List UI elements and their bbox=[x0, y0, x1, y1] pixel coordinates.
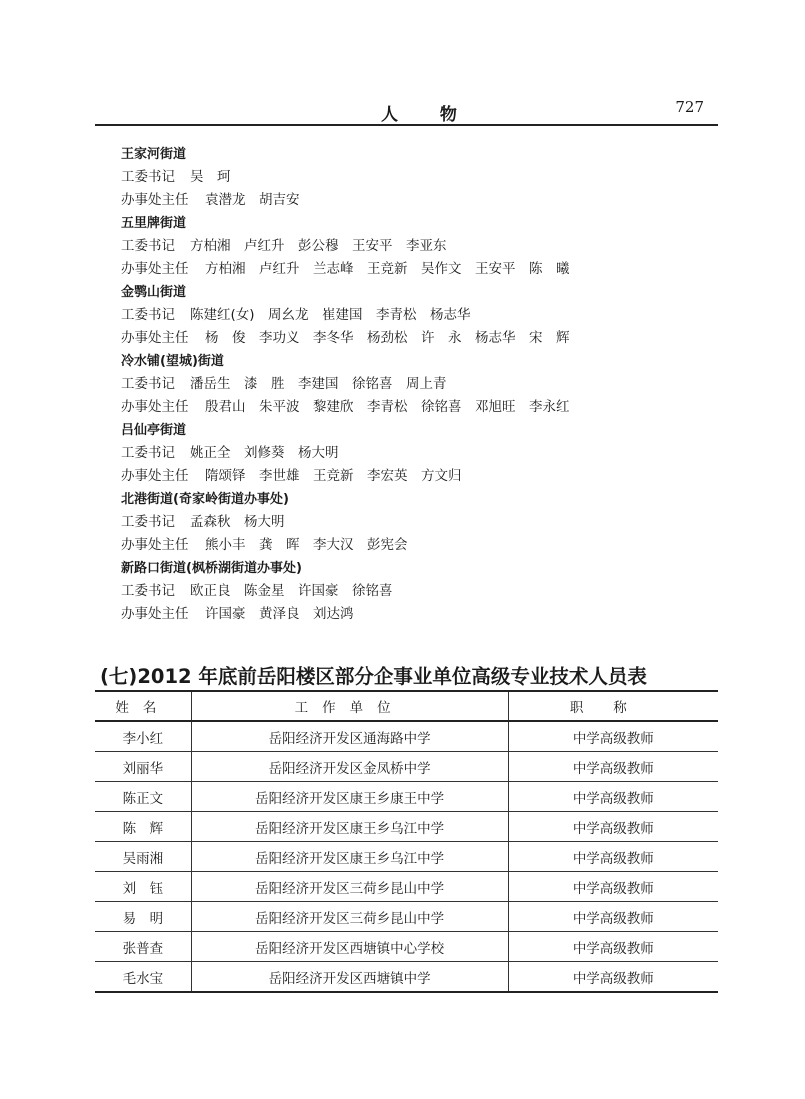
role-row bbox=[121, 258, 701, 281]
role-row bbox=[121, 304, 701, 327]
role-people: 方柏湘 卢红升 兰志峰 王竞新 吴作文 王安平 陈 曦 bbox=[205, 261, 570, 277]
cell-work-unit: 岳阳经济开发区西塘镇中学 bbox=[191, 962, 508, 993]
role-people: 熊小丰 龚 晖 李大汉 彭宪会 bbox=[205, 537, 408, 553]
role-people: 欧正良 陈金星 许国豪 徐铭喜 bbox=[190, 583, 393, 599]
role-row bbox=[121, 189, 701, 212]
column-header-title: 职称 bbox=[508, 691, 718, 721]
role-row bbox=[121, 511, 701, 534]
role-label: 办事处主任 bbox=[121, 468, 189, 484]
role-row bbox=[121, 580, 701, 603]
street-heading: 五里牌街道 bbox=[121, 216, 187, 231]
cell-title: 中学高级教师 bbox=[508, 782, 718, 812]
street-heading: 金鹗山街道 bbox=[121, 285, 187, 300]
cell-title: 中学高级教师 bbox=[508, 872, 718, 902]
street-heading: 新路口街道(枫桥湖街道办事处) bbox=[121, 561, 302, 576]
cell-work-unit: 岳阳经济开发区三荷乡昆山中学 bbox=[191, 902, 508, 932]
table-body bbox=[95, 721, 718, 992]
role-label: 办事处主任 bbox=[121, 537, 189, 553]
street-heading: 吕仙亭街道 bbox=[121, 423, 187, 438]
role-row bbox=[121, 534, 701, 557]
cell-work-unit: 岳阳经济开发区康王乡康王中学 bbox=[191, 782, 508, 812]
role-people: 殷君山 朱平波 黎建欣 李青松 徐铭喜 邓旭旺 李永红 bbox=[205, 399, 570, 415]
street-heading: 冷水铺(望城)街道 bbox=[121, 354, 224, 369]
role-label: 工委书记 bbox=[121, 514, 175, 530]
role-label: 办事处主任 bbox=[121, 192, 189, 208]
role-label: 办事处主任 bbox=[121, 330, 189, 346]
role-row bbox=[121, 465, 701, 488]
role-label: 办事处主任 bbox=[121, 399, 189, 415]
street-heading: 王家河街道 bbox=[121, 147, 187, 162]
cell-name: 刘丽华 bbox=[95, 752, 191, 782]
cell-name: 易 明 bbox=[95, 902, 191, 932]
table-row bbox=[95, 782, 718, 812]
role-label: 工委书记 bbox=[121, 445, 175, 461]
table-row bbox=[95, 962, 718, 993]
role-people: 袁潜龙 胡吉安 bbox=[205, 192, 300, 208]
role-people: 陈建红(女) 周幺龙 崔建国 李青松 杨志华 bbox=[190, 307, 471, 323]
cell-name: 李小红 bbox=[95, 721, 191, 752]
role-people: 吴 珂 bbox=[190, 169, 231, 185]
cell-title: 中学高级教师 bbox=[508, 812, 718, 842]
role-people: 姚正全 刘修葵 杨大明 bbox=[190, 445, 339, 461]
role-row bbox=[121, 373, 701, 396]
table-header-row bbox=[95, 691, 718, 721]
cell-name: 陈正文 bbox=[95, 782, 191, 812]
senior-staff-table bbox=[95, 690, 718, 993]
page-header bbox=[95, 96, 718, 126]
role-people: 潘岳生 漆 胜 李建国 徐铭喜 周上青 bbox=[190, 376, 447, 392]
role-label: 工委书记 bbox=[121, 583, 175, 599]
role-people: 许国豪 黄泽良 刘达鸿 bbox=[205, 606, 354, 622]
cell-title: 中学高级教师 bbox=[508, 721, 718, 752]
cell-title: 中学高级教师 bbox=[508, 842, 718, 872]
role-label: 工委书记 bbox=[121, 376, 175, 392]
role-people: 杨 俊 李功义 李冬华 杨劲松 许 永 杨志华 宋 辉 bbox=[205, 330, 570, 346]
role-label: 工委书记 bbox=[121, 169, 175, 185]
running-head-title: 人 物 bbox=[381, 105, 475, 125]
role-row bbox=[121, 166, 701, 189]
table-row bbox=[95, 842, 718, 872]
cell-work-unit: 岳阳经济开发区金凤桥中学 bbox=[191, 752, 508, 782]
cell-title: 中学高级教师 bbox=[508, 752, 718, 782]
cell-work-unit: 岳阳经济开发区通海路中学 bbox=[191, 721, 508, 752]
role-label: 工委书记 bbox=[121, 238, 175, 254]
table-row bbox=[95, 721, 718, 752]
cell-title: 中学高级教师 bbox=[508, 902, 718, 932]
page-number: 727 bbox=[675, 98, 704, 116]
role-people: 方柏湘 卢红升 彭公穆 王安平 李亚东 bbox=[190, 238, 447, 254]
street-officials-listing bbox=[121, 143, 701, 626]
role-row bbox=[121, 327, 701, 350]
cell-name: 陈 辉 bbox=[95, 812, 191, 842]
role-label: 办事处主任 bbox=[121, 606, 189, 622]
cell-work-unit: 岳阳经济开发区康王乡乌江中学 bbox=[191, 812, 508, 842]
role-row bbox=[121, 235, 701, 258]
role-people: 孟森秋 杨大明 bbox=[190, 514, 285, 530]
table-row bbox=[95, 752, 718, 782]
role-label: 办事处主任 bbox=[121, 261, 189, 277]
cell-name: 刘 钰 bbox=[95, 872, 191, 902]
column-header-unit: 工作单位 bbox=[191, 691, 508, 721]
table-row bbox=[95, 902, 718, 932]
table-row bbox=[95, 932, 718, 962]
role-row bbox=[121, 396, 701, 419]
role-row bbox=[121, 442, 701, 465]
cell-work-unit: 岳阳经济开发区西塘镇中心学校 bbox=[191, 932, 508, 962]
table-row bbox=[95, 812, 718, 842]
cell-name: 吴雨湘 bbox=[95, 842, 191, 872]
column-header-name: 姓名 bbox=[95, 691, 191, 721]
cell-name: 毛水宝 bbox=[95, 962, 191, 993]
role-row bbox=[121, 603, 701, 626]
cell-title: 中学高级教师 bbox=[508, 932, 718, 962]
role-label: 工委书记 bbox=[121, 307, 175, 323]
cell-work-unit: 岳阳经济开发区三荷乡昆山中学 bbox=[191, 872, 508, 902]
table-title: (七)2012 年底前岳阳楼区部分企事业单位高级专业技术人员表 bbox=[100, 665, 647, 688]
cell-name: 张普查 bbox=[95, 932, 191, 962]
table-row bbox=[95, 872, 718, 902]
cell-title: 中学高级教师 bbox=[508, 962, 718, 993]
role-people: 隋颂铎 李世雄 王竞新 李宏英 方文归 bbox=[205, 468, 462, 484]
cell-work-unit: 岳阳经济开发区康王乡乌江中学 bbox=[191, 842, 508, 872]
street-heading: 北港街道(奇家岭街道办事处) bbox=[121, 492, 289, 507]
